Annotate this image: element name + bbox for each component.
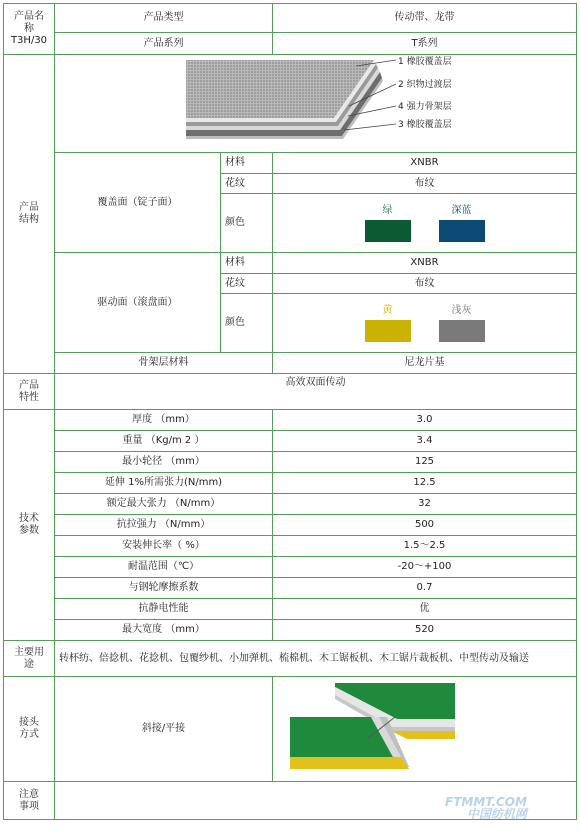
product-series-value: T系列 (273, 33, 577, 55)
drive-swatch-gray-box (439, 320, 485, 342)
feature-row (4, 374, 577, 410)
tech-param-name: 最小轮径 （mm） (55, 452, 273, 473)
drive-material-row (4, 253, 577, 274)
cover-color-swatches (273, 194, 577, 253)
cover-swatch-blue-box (439, 220, 485, 242)
tech-row (4, 536, 577, 557)
tech-param-value: 520 (273, 620, 577, 641)
drive-swatch-yellow-box (365, 320, 411, 342)
joint-label: 接头方式 (19, 717, 39, 740)
skeleton-label: 骨架层材料 (55, 353, 273, 374)
tech-row (4, 557, 577, 578)
tech-param-name: 与钢轮摩擦系数 (55, 578, 273, 599)
tech-param-name: 额定最大张力 （N/mm） (55, 494, 273, 515)
skeleton-row (4, 353, 577, 374)
tech-param-value: 32 (273, 494, 577, 515)
tech-row (4, 599, 577, 620)
tech-param-name: 安装伸长率（ %） (55, 536, 273, 557)
notes-label: 注意事项 (19, 788, 39, 812)
watermark (445, 796, 527, 820)
watermark-line1: FTMMT.COM (445, 795, 527, 809)
cover-pattern-value: 布纹 (273, 174, 577, 194)
product-name-cell (4, 4, 55, 55)
tech-param-value: 12.5 (273, 473, 577, 494)
diagram-label-2: 2 织物过渡层 (397, 79, 452, 90)
header-row-series (4, 33, 577, 55)
tech-row (4, 578, 577, 599)
feature-label-cell (4, 374, 55, 410)
tech-param-name: 抗拉强力 （N/mm） (55, 515, 273, 536)
structure-diagram-row (4, 55, 577, 153)
tech-param-name: 厚度 （mm） (55, 410, 273, 431)
cover-material-row (4, 153, 577, 174)
tech-row (4, 494, 577, 515)
usage-label-cell (4, 641, 55, 677)
tech-param-value: 3.4 (273, 431, 577, 452)
structure-diagram-cell (55, 55, 577, 153)
drive-swatch-yellow-label: 黄 (382, 305, 393, 316)
structure-label-cell (4, 55, 55, 374)
product-type-value: 传动带、龙带 (273, 4, 577, 33)
tech-param-value: 3.0 (273, 410, 577, 431)
tech-param-name: 重量 （Kg/m 2 ） (55, 431, 273, 452)
drive-color-label: 颜色 (221, 294, 273, 353)
drive-label: 驱动面（滚盘面） (55, 253, 221, 353)
cover-swatch-green (365, 204, 411, 242)
spec-table (3, 3, 577, 820)
tech-param-value: 125 (273, 452, 577, 473)
cover-swatch-green-box (365, 220, 411, 242)
tech-param-name: 最大宽度 （mm） (55, 620, 273, 641)
watermark-line2: 中国纺机网 (466, 807, 527, 821)
tech-param-value: 1.5～2.5 (273, 536, 577, 557)
drive-swatch-yellow (365, 304, 411, 342)
feature-value: 高效双面传动 (55, 374, 577, 410)
tech-param-name: 延伸 1%所需张力(N/mm) (55, 473, 273, 494)
tech-param-value: 0.7 (273, 578, 577, 599)
cover-swatch-blue (439, 204, 485, 242)
tech-param-value: 优 (273, 599, 577, 620)
joint-label-cell (4, 677, 55, 782)
drive-color-swatches (273, 294, 577, 353)
cover-material-label: 材料 (221, 153, 273, 174)
tech-row (4, 452, 577, 473)
notes-label-cell (4, 782, 55, 820)
product-series-label: 产品系列 (55, 33, 273, 55)
drive-material-label: 材料 (221, 253, 273, 274)
usage-row (4, 641, 577, 677)
tech-label: 技术参数 (19, 513, 39, 536)
joint-row (4, 677, 577, 782)
drive-swatch-gray (439, 304, 485, 342)
product-name-label: 产品名称 (14, 11, 44, 34)
diagram-label-1: 1 橡胶覆盖层 (397, 56, 452, 67)
tech-row (4, 410, 577, 431)
tech-label-cell (4, 410, 55, 641)
belt-layer-diagram (56, 56, 576, 148)
skeleton-value: 尼龙片基 (273, 353, 577, 374)
product-type-label: 产品类型 (55, 4, 273, 33)
tech-row (4, 431, 577, 452)
tech-row (4, 620, 577, 641)
structure-label: 产品结构 (19, 202, 39, 225)
drive-pattern-value: 布纹 (273, 274, 577, 294)
cover-material-value: XNBR (273, 153, 577, 174)
tech-row (4, 473, 577, 494)
tech-param-value: 500 (273, 515, 577, 536)
usage-label: 主要用途 (14, 646, 44, 670)
diagram-label-4: 3 橡胶覆盖层 (397, 119, 452, 130)
cover-swatch-blue-label: 深蓝 (451, 205, 472, 216)
usage-value: 转杯纺、倍捻机、花捻机、包覆纱机、小加弹机、梳棉机、木工锯板机、木工锯片裁板机、中型传动及输送 (55, 641, 577, 677)
joint-value: 斜接/平接 (55, 677, 273, 782)
tech-param-name: 耐温范围（℃） (55, 557, 273, 578)
feature-label: 产品特性 (19, 379, 39, 403)
tech-row (4, 515, 577, 536)
tech-param-name: 抗静电性能 (55, 599, 273, 620)
cover-label: 覆盖面（锭子面） (55, 153, 221, 253)
drive-pattern-label: 花纹 (221, 274, 273, 294)
diagram-label-3: 4 强力骨架层 (397, 101, 452, 112)
drive-swatch-gray-label: 浅灰 (451, 305, 472, 316)
joint-diagram (275, 677, 575, 777)
drive-material-value: XNBR (273, 253, 577, 274)
cover-pattern-label: 花纹 (221, 174, 273, 194)
header-row-name (4, 4, 577, 33)
tech-param-value: -20～+100 (273, 557, 577, 578)
cover-swatch-green-label: 绿 (382, 205, 393, 216)
cover-color-label: 颜色 (221, 194, 273, 253)
product-name-value: T3H/30 (10, 35, 48, 46)
joint-diagram-cell (273, 677, 577, 782)
